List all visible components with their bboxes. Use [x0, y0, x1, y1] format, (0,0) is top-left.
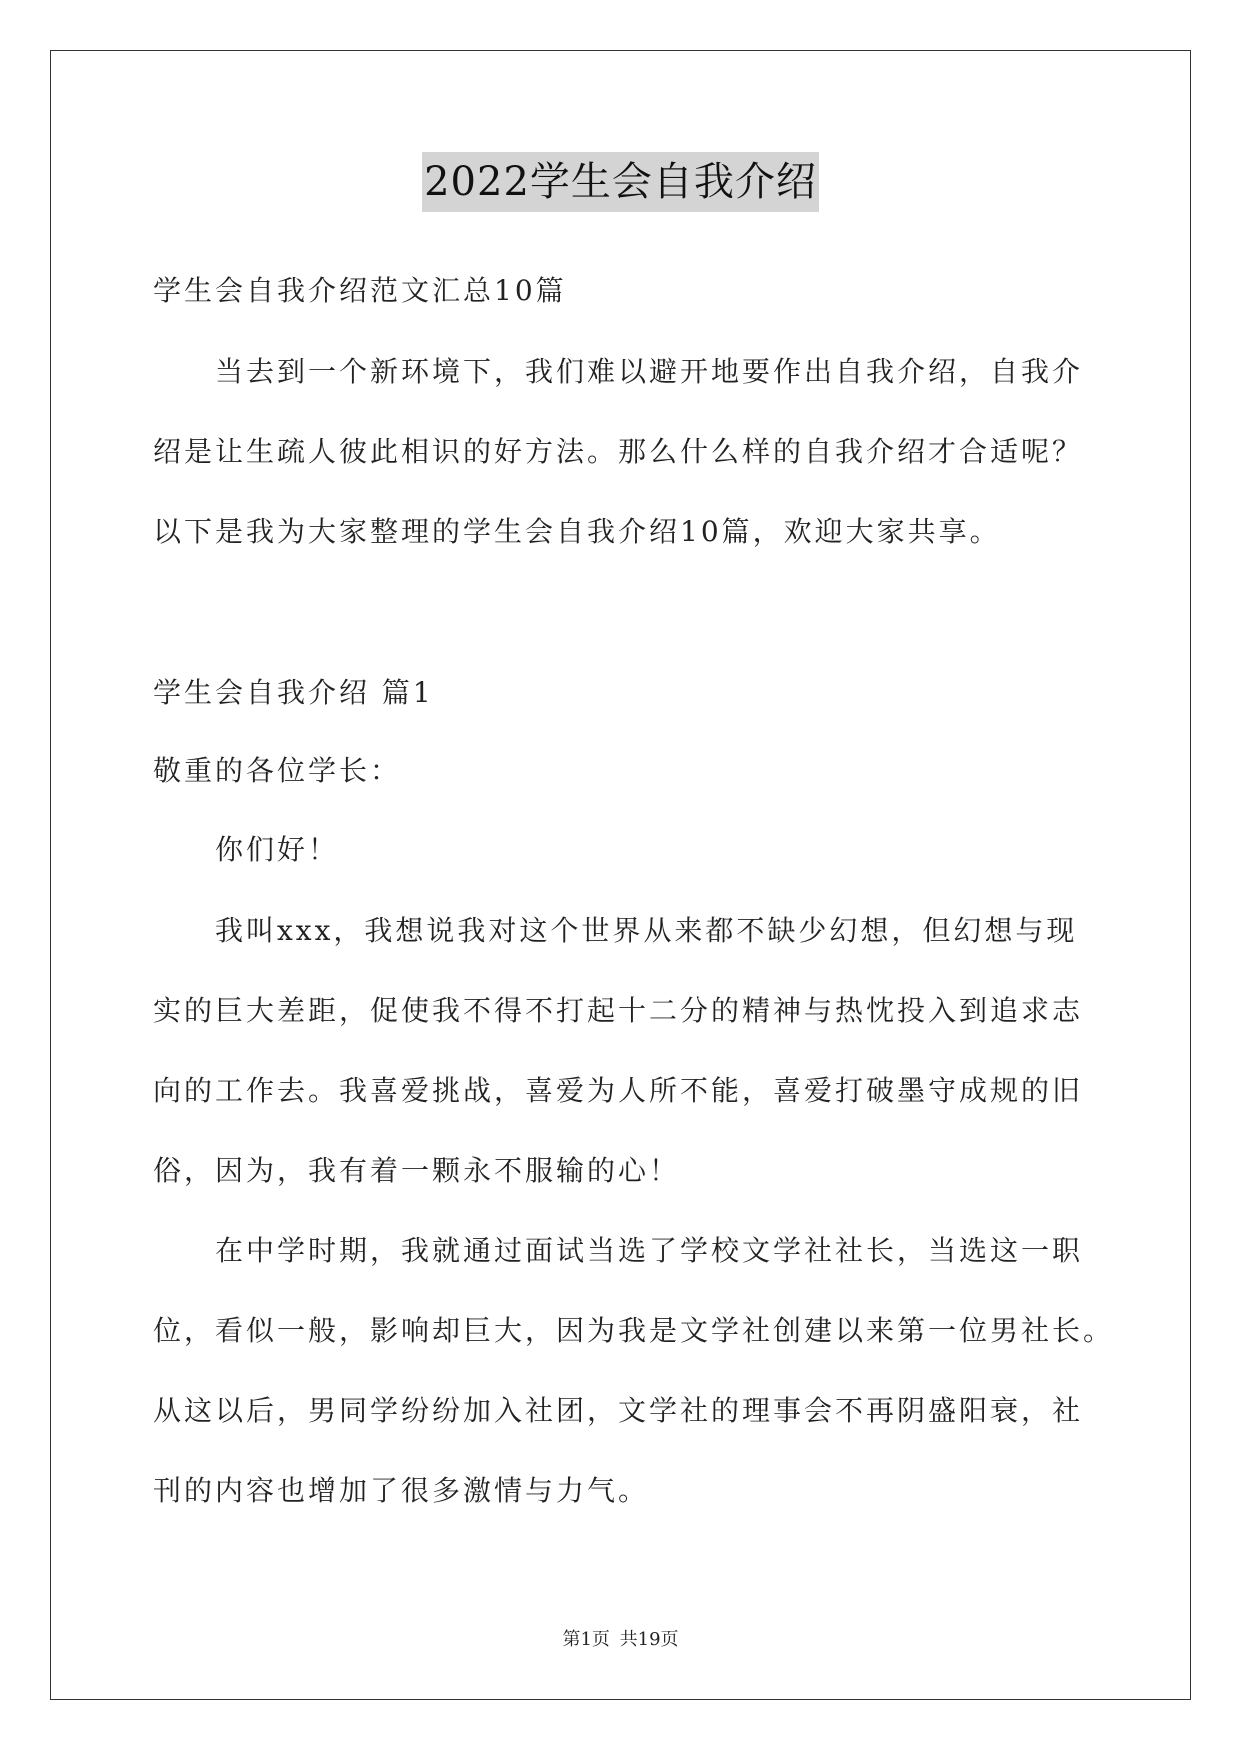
document-subtitle: 学生会自我介绍范文汇总10篇 [153, 274, 567, 307]
salutation: 敬重的各位学长： [153, 754, 402, 787]
page-number: 第1页 [562, 1629, 610, 1650]
intro-line-1: 当去到一个新环境下，我们难以避开地要作出自我介绍，自我介 [215, 355, 1084, 388]
page-total: 共19页 [619, 1629, 679, 1650]
title-container [0, 152, 1241, 212]
paragraph2-line-3: 从这以后，男同学纷纷加入社团，文学社的理事会不再阴盛阳衰，社 [153, 1394, 1084, 1427]
intro-line-3: 以下是我为大家整理的学生会自我介绍10篇，欢迎大家共享。 [153, 515, 1001, 548]
document-title: 2022学生会自我介绍 [422, 152, 819, 212]
paragraph1-line-2: 实的巨大差距，促使我不得不打起十二分的精神与热忱投入到追求志 [153, 994, 1084, 1027]
paragraph2-line-2: 位，看似一般，影响却巨大，因为我是文学社创建以来第一位男社长。 [153, 1314, 1115, 1347]
page-footer [0, 1628, 1241, 1652]
paragraph2-line-1: 在中学时期，我就通过面试当选了学校文学社社长，当选这一职 [215, 1234, 1084, 1267]
intro-line-2: 绍是让生疏人彼此相识的好方法。那么什么样的自我介绍才合适呢？ [153, 435, 1084, 468]
section-heading: 学生会自我介绍 篇1 [153, 676, 434, 709]
paragraph1-line-1: 我叫xxx，我想说我对这个世界从来都不缺少幻想，但幻想与现 [215, 914, 1078, 947]
paragraph2-line-4: 刊的内容也增加了很多激情与力气。 [153, 1474, 650, 1507]
paragraph1-line-3: 向的工作去。我喜爱挑战，喜爱为人所不能，喜爱打破墨守成规的旧 [153, 1074, 1084, 1107]
paragraph1-line-4: 俗，因为，我有着一颗永不服输的心！ [153, 1154, 681, 1187]
greeting: 你们好！ [215, 833, 340, 866]
